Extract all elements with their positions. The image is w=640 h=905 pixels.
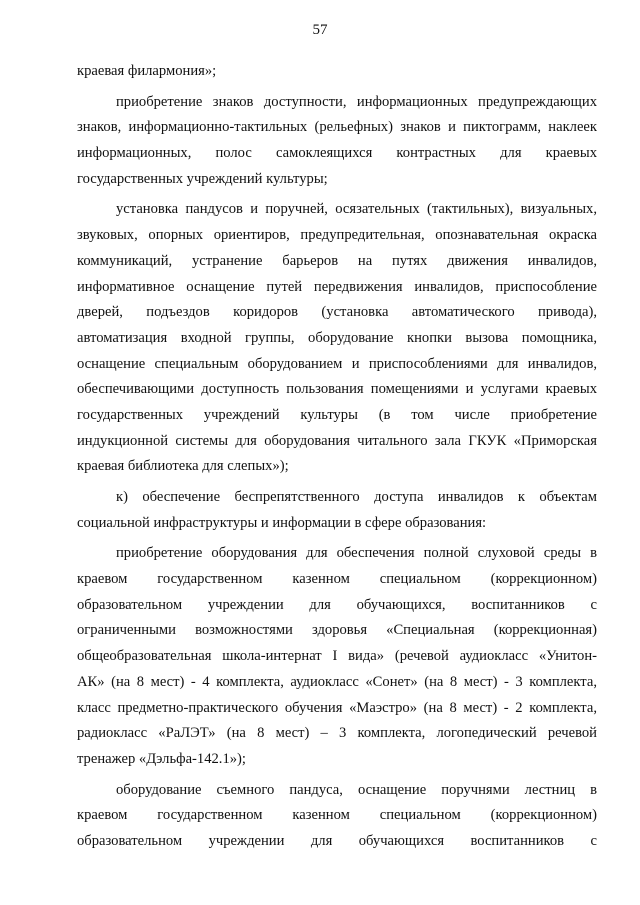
text-line: автоматизация входной группы, оборудование кнопки вызова помощника, [77, 329, 597, 346]
text-line: государственных учреждений культуры (в том числе приобретение [77, 406, 597, 423]
text-line: индукционной системы для оборудования читального зала ГКУК «Приморская [77, 432, 597, 449]
text-line: к) обеспечение беспрепятственного доступа инвалидов к объектам [116, 489, 597, 505]
text-line: знаков, информационно-тактильных (рельефных) знаков и пиктограмм, наклеек [77, 119, 597, 136]
text-line: государственных учреждений культуры; [77, 170, 328, 187]
text-line: приобретение знаков доступности, информационных предупреждающих [116, 93, 597, 110]
text-line: краевом государственном казенном специальном (коррекционном) [77, 571, 597, 588]
text-line: оснащение специальным оборудованием и приспособлениями для инвалидов, [77, 355, 597, 372]
text-line: оборудование съемного пандуса, оснащение поручнями лестниц в [116, 781, 597, 798]
text-line: обеспечивающими доступность пользования помещениями и услугами краевых [77, 381, 597, 398]
text-line: установка пандусов и поручней, осязательных (тактильных), визуальных, [116, 201, 597, 218]
text-line: ограниченными возможностями здоровья «Специальная (коррекционная) [77, 622, 597, 639]
text-line: приобретение оборудования для обеспечения полной слуховой среды в [116, 545, 597, 562]
body-text [77, 59, 597, 855]
text-line: краевая филармония»; [77, 63, 217, 79]
text-line: образовательном учреждении для обучающихся воспитанников с [77, 832, 597, 849]
text-line: образовательном учреждении для обучающихся, воспитанников с [77, 596, 597, 613]
text-line: АК» (на 8 мест) - 4 комплекта, аудиокласс «Сонет» (на 8 мест) - 3 комплекта, [77, 673, 597, 690]
text-line: тренажер «Дэльфа-142.1»); [77, 750, 246, 767]
text-line: звуковых, опорных ориентиров, предупредительная, опознавательная окраска [77, 227, 597, 244]
text-line: общеобразовательная школа-интернат I вида» (речевой аудиокласс «Унитон- [77, 648, 597, 665]
text-line: краевая библиотека для слепых»); [77, 458, 289, 475]
text-line: радиокласс «РаЛЭТ» (на 8 мест) – 3 комплекта, логопедический речевой [77, 725, 597, 742]
text-line: краевом государственном казенном специальном (коррекционном) [77, 807, 597, 824]
text-line: коммуникаций, устранение барьеров на путях движения инвалидов, [77, 252, 597, 269]
page-number: 57 [312, 22, 328, 38]
text-line: класс предметно-практического обучения «Маэстро» (на 8 мест) - 2 комплекта, [77, 699, 597, 716]
text-line: информативное оснащение путей передвижения инвалидов, приспособление [77, 278, 597, 295]
text-line: социальной инфраструктуры и информации в сфере образования: [77, 514, 487, 531]
text-line: дверей, подъездов коридоров (установка автоматического привода), [77, 304, 597, 321]
text-line: информационных, полос самоклеящихся контрастных для краевых [77, 145, 597, 162]
